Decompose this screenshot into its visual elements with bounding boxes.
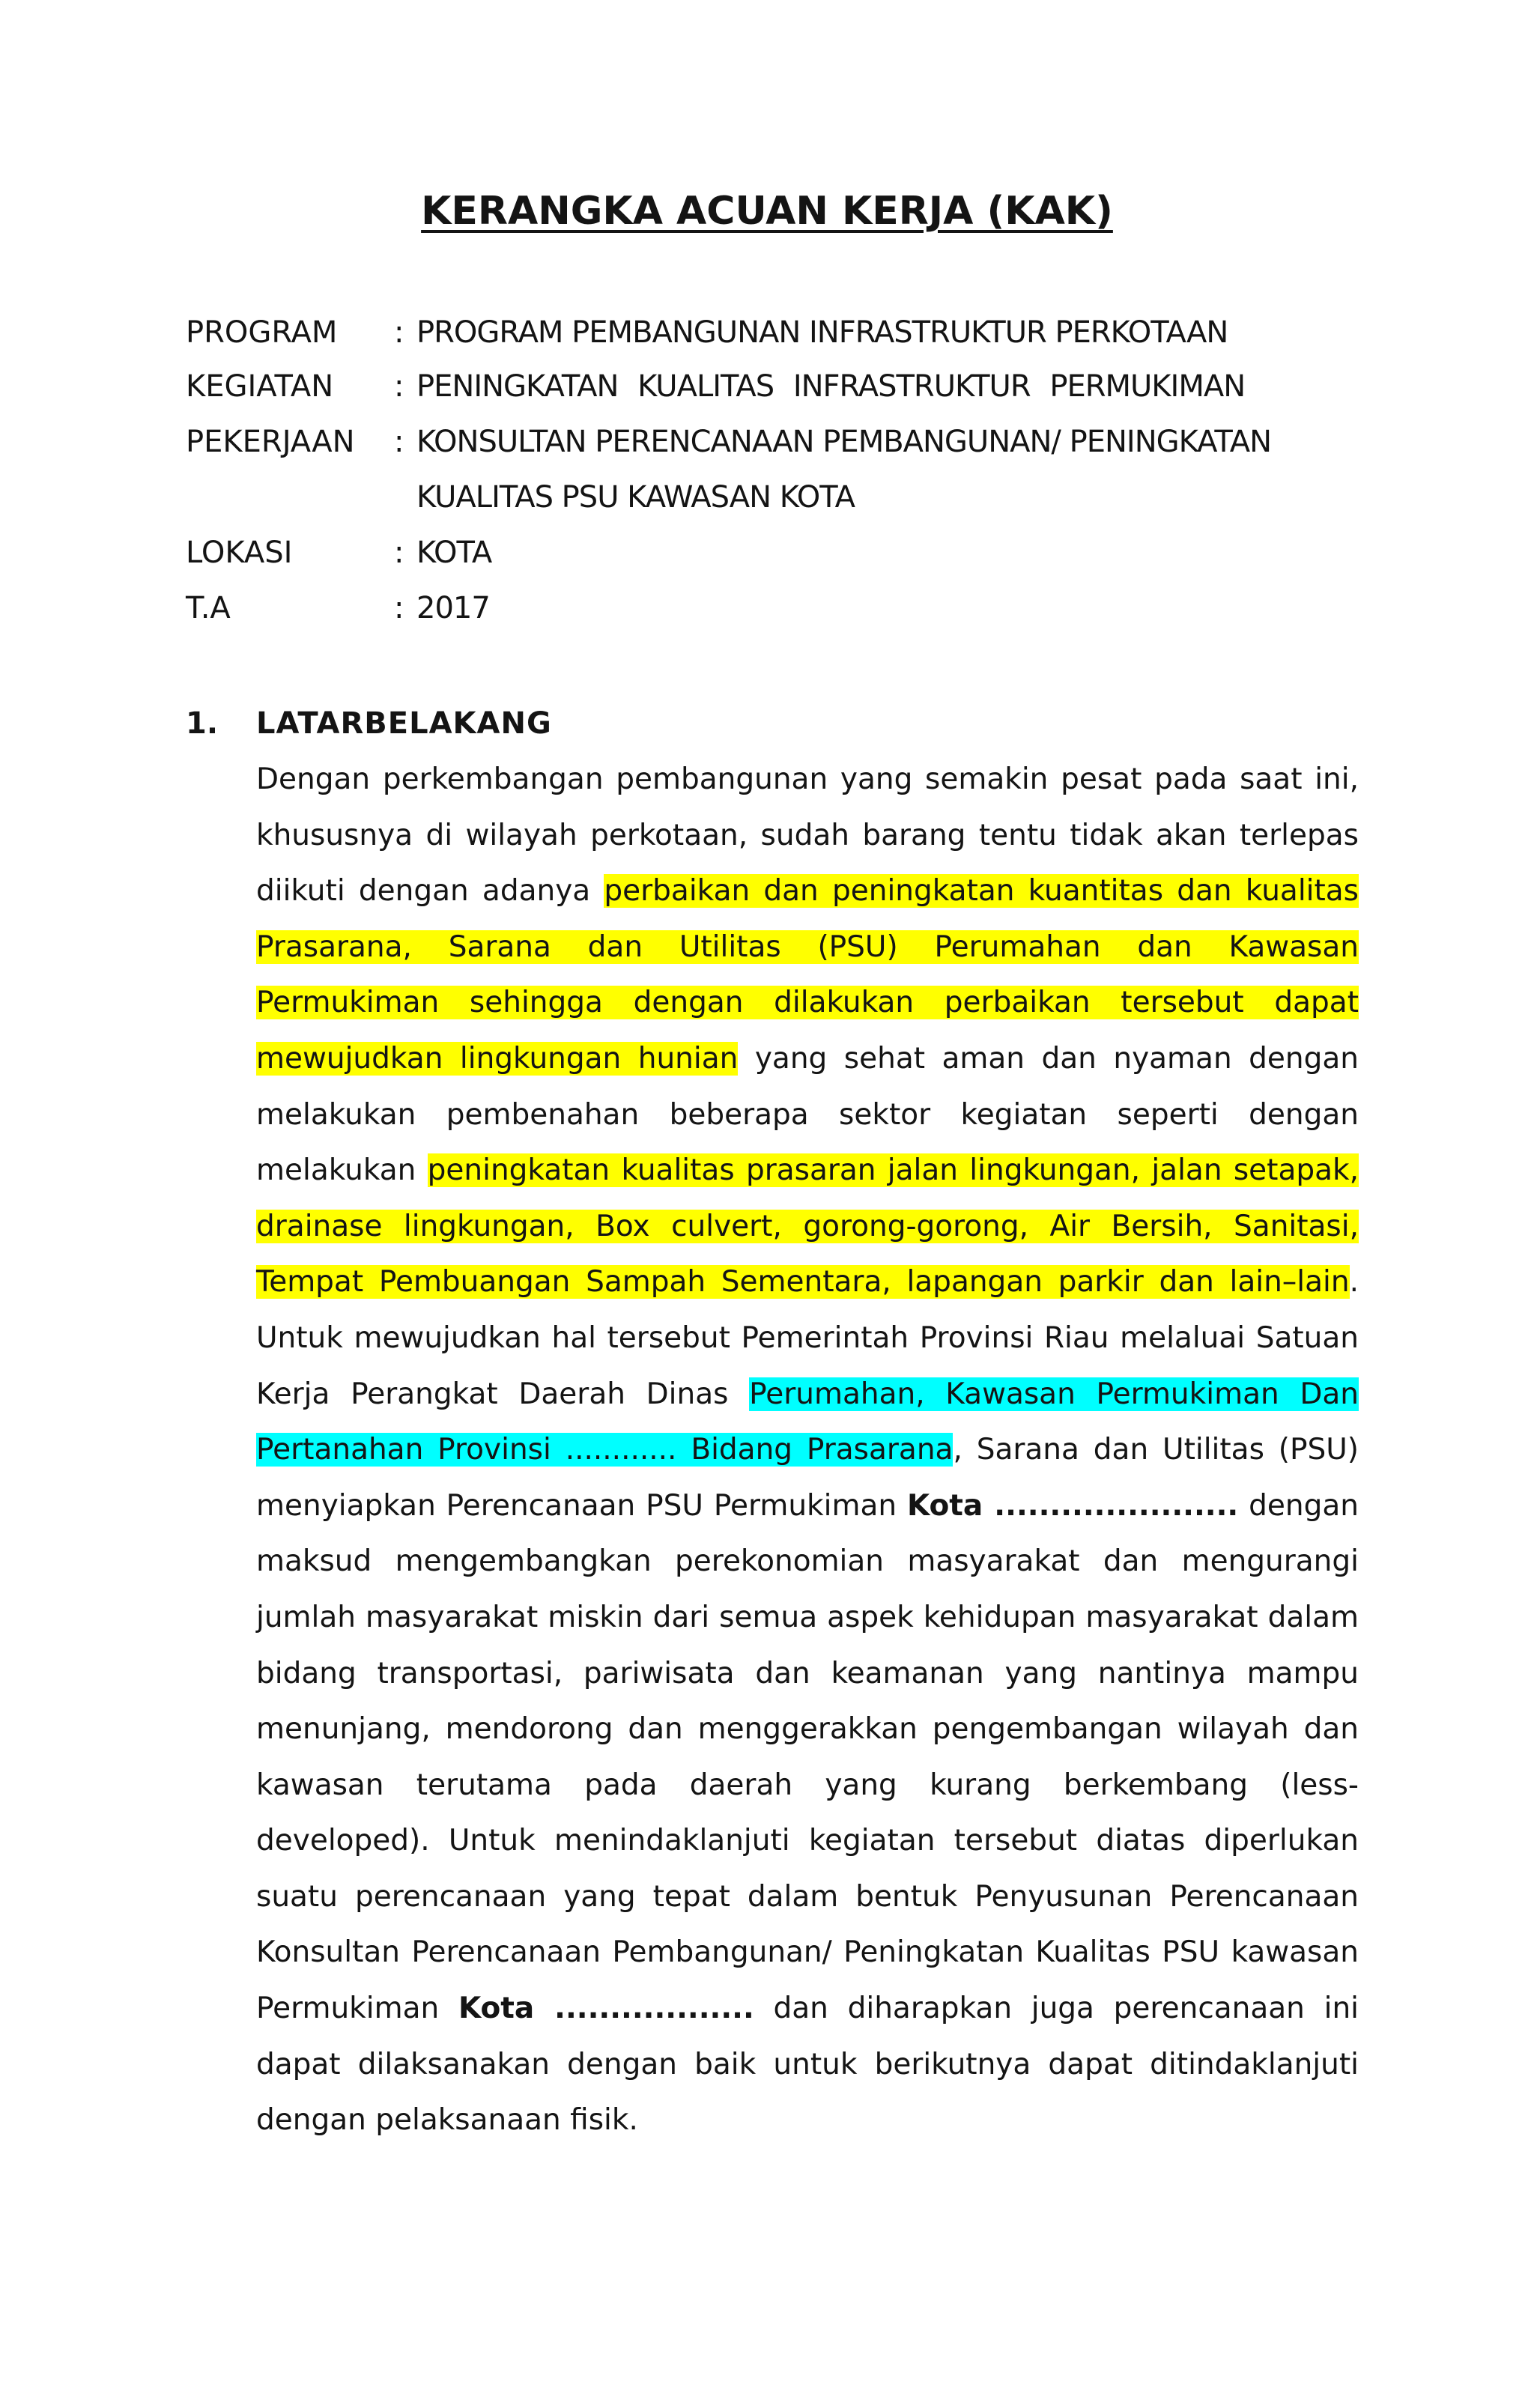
highlighted-text-yellow: perbaikan dan peningkatan kuantitas dan kualitas Prasarana, Sarana dan Utilitas (PSU) Perumahan dan Kawasan Permukiman sehingga dengan dilakukan perbaikan tersebut dapat mewujudkan lingkungan hunian xyxy=(256,874,1359,1076)
meta-label: KEGIATAN xyxy=(186,369,334,404)
paragraph-text: dengan maksud mengembangkan perekonomian masyarakat dan mengurangi jumlah masyarakat miskin dari semua aspek kehidupan masyarakat dalam bidang transportasi, pariwisata dan keamanan yang nantinya mampu menunjang, mendorong dan menggerakkan pengembangan wilayah dan kawasan terutama pada daerah yang kurang berkembang (less-developed). Untuk menindaklanjuti kegiatan tersebut diatas diperlukan suatu perencanaan yang tepat dalam bentuk Penyusunan Perencanaan Konsultan Perencanaan Pembangunan/ Peningkatan Kualitas PSU kawasan Permukiman xyxy=(256,1488,1359,2026)
meta-row-pekerjaan-cont xyxy=(186,470,1309,524)
body-paragraph xyxy=(256,752,1359,2149)
meta-colon: : xyxy=(394,315,404,350)
meta-label: T.A xyxy=(186,591,231,625)
meta-label: PROGRAM xyxy=(186,315,338,350)
section-number: 1. xyxy=(186,706,219,741)
bold-text: Kota ...................... xyxy=(906,1488,1239,1523)
paragraph-text: Dengan perkembangan pembangunan yang semakin pesat pada saat ini, khususnya di wilayah perkotaan, sudah barang tentu tidak akan terlepas diikuti dengan adanya xyxy=(256,762,1359,909)
meta-colon: : xyxy=(394,425,404,459)
meta-row-ta xyxy=(186,581,1309,635)
meta-row-kegiatan xyxy=(186,360,1309,413)
highlighted-text-cyan: Perumahan, Kawasan Permukiman Dan Pertanahan Provinsi ............ Bidang Prasarana xyxy=(256,1377,1359,1467)
meta-value: 2017 xyxy=(416,591,490,625)
paragraph-text: dan diharapkan juga perencanaan ini dapat dilaksanakan dengan baik untuk berikutnya dapat ditindaklanjuti dengan pelaksanaan fisik. xyxy=(256,1992,1359,2138)
meta-colon: : xyxy=(394,536,404,570)
meta-row-pekerjaan xyxy=(186,415,1309,469)
meta-row-lokasi xyxy=(186,526,1309,580)
meta-value: KONSULTAN PERENCANAAN PEMBANGUNAN/ PENINGKATAN xyxy=(416,425,1272,459)
paragraph-text: , Sarana dan Utilitas (PSU) menyiapkan Perencanaan PSU Permukiman xyxy=(256,1433,1359,1523)
highlighted-text-yellow: peningkatan kualitas prasaran jalan lingkungan, jalan setapak, drainase lingkungan, Box culvert, gorong-gorong, Air Bersih, Sanitasi, Tempat Pembuangan Sampah Sementara, lapangan parkir dan lain–lain xyxy=(256,1153,1359,1299)
meta-value: KOTA xyxy=(416,536,492,570)
meta-value-continued: KUALITAS PSU KAWASAN KOTA xyxy=(416,480,855,515)
meta-value: PENINGKATAN KUALITAS INFRASTRUKTUR PERMUKIMAN xyxy=(416,369,1246,404)
meta-label: LOKASI xyxy=(186,536,293,570)
section-title: LATARBELAKANG xyxy=(256,706,552,741)
meta-row-program xyxy=(186,306,1309,360)
document-title: KERANGKA ACUAN KERJA (KAK) xyxy=(421,189,1113,234)
meta-colon: : xyxy=(394,369,404,404)
meta-label: PEKERJAAN xyxy=(186,425,355,459)
paragraph-text: yang sehat aman dan nyaman dengan melakukan pembenahan beberapa sektor kegiatan seperti dengan melakukan xyxy=(256,1041,1359,1188)
bold-text: Kota .................. xyxy=(458,1992,754,2026)
paragraph-text: . Untuk mewujudkan hal tersebut Pemerintah Provinsi Riau melaluai Satuan Kerja Perangkat Daerah Dinas xyxy=(256,1265,1359,1411)
meta-value: PROGRAM PEMBANGUNAN INFRASTRUKTUR PERKOTAAN xyxy=(416,315,1228,350)
meta-colon: : xyxy=(394,591,404,625)
